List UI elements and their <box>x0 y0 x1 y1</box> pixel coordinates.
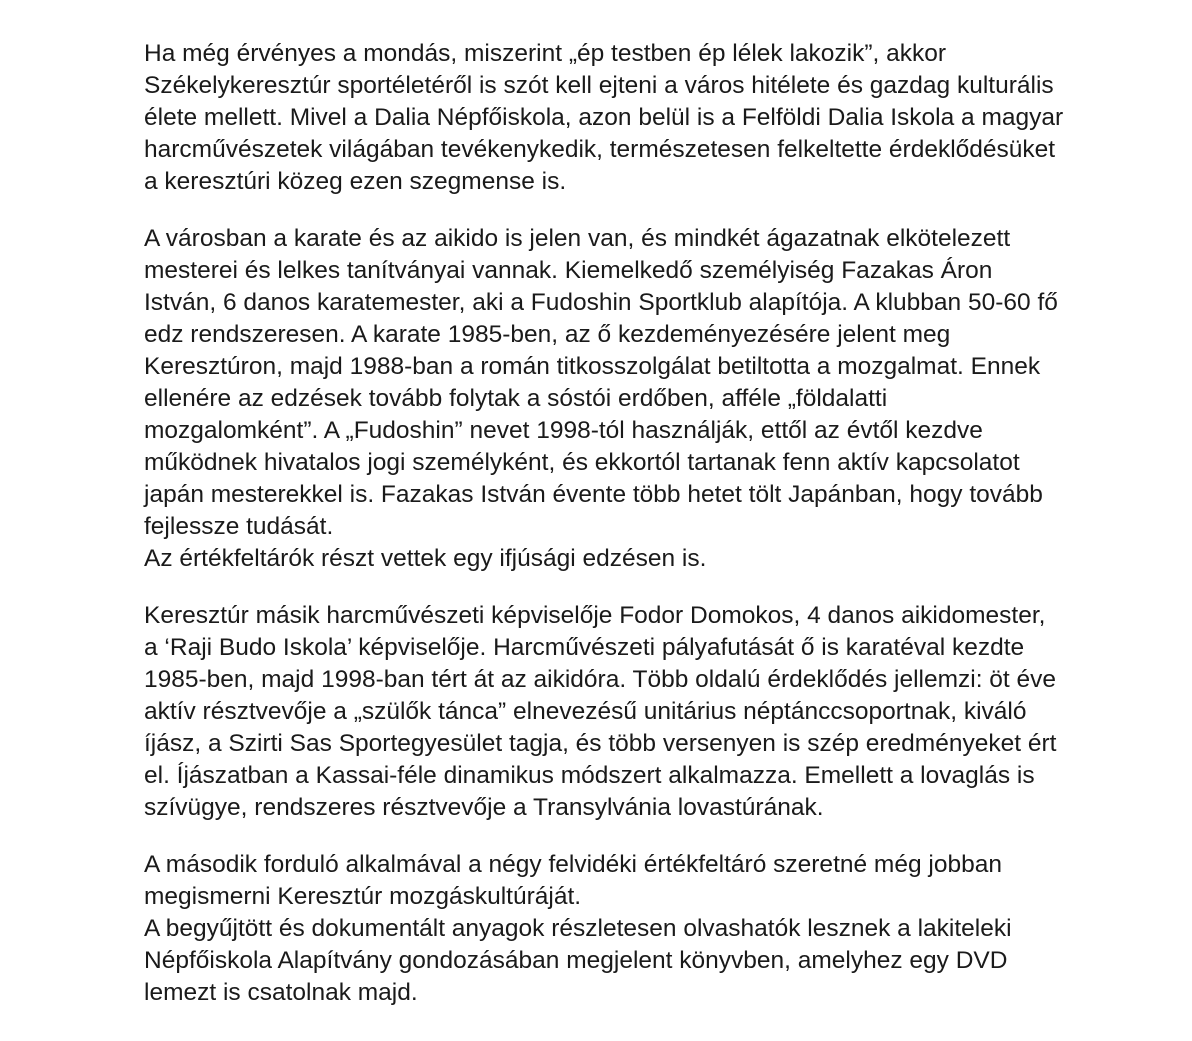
text-line: 1985-ben, majd 1998-ban tért át az aikidóra. Több oldalú érdeklődés jellemzi: öt éve <box>144 666 1057 693</box>
text-line: Keresztúr másik harcművészeti képviselője Fodor Domokos, 4 danos aikidomester, <box>144 602 1046 629</box>
text-line: Népfőiskola Alapítvány gondozásában megjelent könyvben, amelyhez egy DVD <box>144 947 1008 974</box>
paragraph-1 <box>144 38 1152 198</box>
text-line: lemezt is csatolnak majd. <box>144 979 418 1006</box>
text-line: el. Íjászatban a Kassai-féle dinamikus módszert alkalmazza. Emellett a lovaglás is <box>144 762 1035 789</box>
text-line: ellenére az edzések tovább folytak a sóstói erdőben, afféle „földalatti <box>144 385 888 412</box>
paragraph-2 <box>144 223 1152 575</box>
text-line: A városban a karate és az aikido is jelen van, és mindkét ágazatnak elkötelezett <box>144 225 1011 252</box>
text-line: A begyűjtött és dokumentált anyagok részletesen olvashatók lesznek a lakiteleki <box>144 915 1012 942</box>
paragraph-3 <box>144 600 1152 824</box>
text-line: fejlessze tudását. <box>144 513 334 540</box>
text-line: a keresztúri közeg ezen szegmense is. <box>144 168 567 195</box>
text-line: edz rendszeresen. A karate 1985-ben, az ő kezdeményezésére jelent meg <box>144 321 951 348</box>
text-line: aktív résztvevője a „szülők tánca” elnevezésű unitárius néptánccsoportnak, kiváló <box>144 698 1027 725</box>
text-line: harcművészetek világában tevékenykedik, természetesen felkeltette érdeklődésüket <box>144 136 1056 163</box>
text-line: íjász, a Szirti Sas Sportegyesület tagja, és több versenyen is szép eredményeket ért <box>144 730 1057 757</box>
text-line: élete mellett. Mivel a Dalia Népfőiskola, azon belül is a Felföldi Dalia Iskola a magyar <box>144 104 1064 131</box>
text-line: István, 6 danos karatemester, aki a Fudoshin Sportklub alapítója. A klubban 50-60 fő <box>144 289 1058 316</box>
text-line: Székelykeresztúr sportéletéről is szót kell ejteni a város hitélete és gazdag kulturális <box>144 72 1054 99</box>
text-line: mesterei és lelkes tanítványai vannak. Kiemelkedő személyiség Fazakas Áron <box>144 257 993 284</box>
text-line: működnek hivatalos jogi személyként, és ekkortól tartanak fenn aktív kapcsolatot <box>144 449 1020 476</box>
text-line: szívügye, rendszeres résztvevője a Transylvánia lovastúrának. <box>144 794 824 821</box>
text-line: a ‘Raji Budo Iskola’ képviselője. Harcművészeti pályafutását ő is karatéval kezdte <box>144 634 1025 661</box>
text-line: japán mesterekkel is. Fazakas István évente több hetet tölt Japánban, hogy tovább <box>144 481 1043 508</box>
text-line: mozgalomként”. A „Fudoshin” nevet 1998-tól használják, ettől az évtől kezdve <box>144 417 983 444</box>
text-line: Keresztúron, majd 1988-ban a román titkosszolgálat betiltotta a mozgalmat. Ennek <box>144 353 1041 380</box>
text-line: Ha még érvényes a mondás, miszerint „ép testben ép lélek lakozik”, akkor <box>144 40 947 67</box>
paragraph-4 <box>144 849 1152 1009</box>
text-line: A második forduló alkalmával a négy felvidéki értékfeltáró szeretné még jobban <box>144 851 1002 878</box>
text-line: Az értékfeltárók részt vettek egy ifjúsági edzésen is. <box>144 545 707 572</box>
text-line: megismerni Keresztúr mozgáskultúráját. <box>144 883 582 910</box>
